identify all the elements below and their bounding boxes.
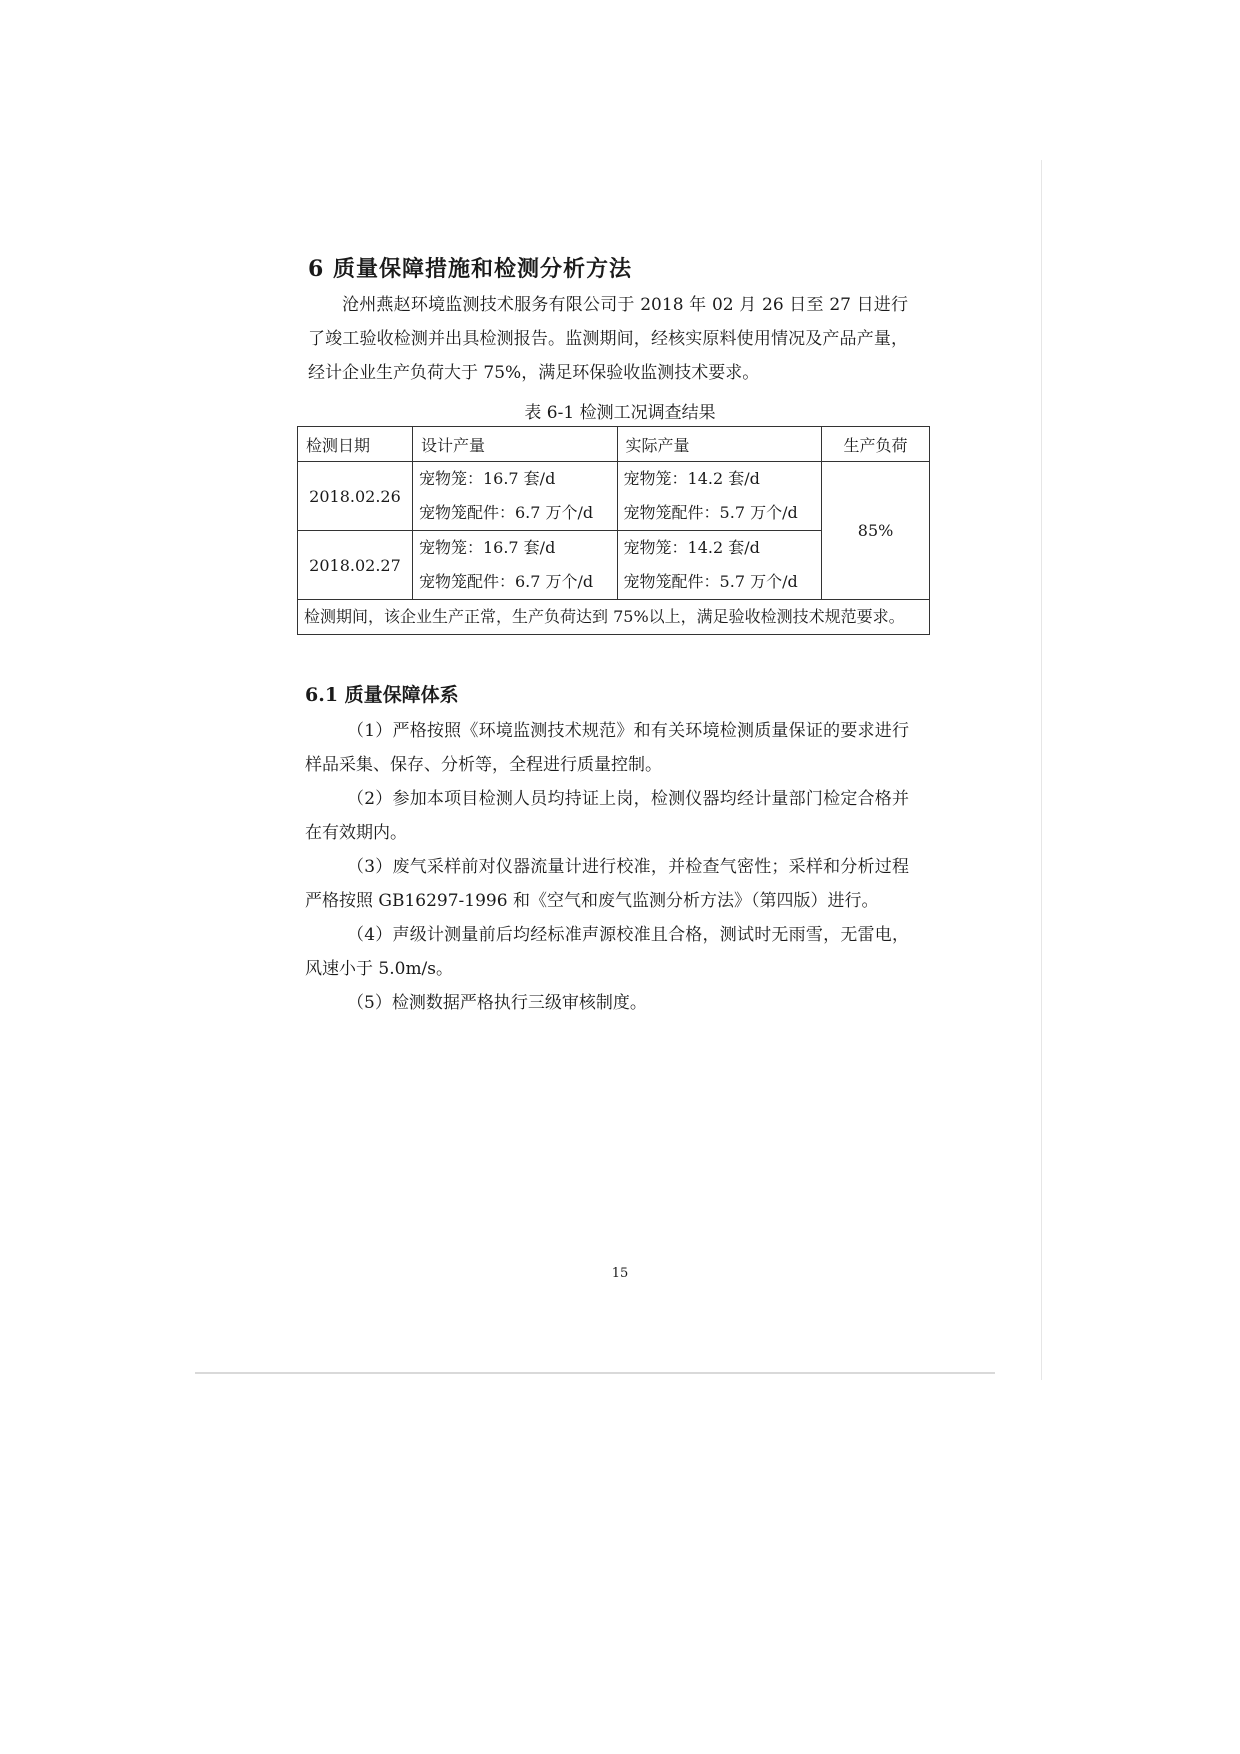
table-caption: 表 6-1 检测工况调查结果 [524, 403, 716, 423]
header-design: 设计产量 [412, 427, 617, 462]
actual-line: 宠物笼：14.2 套/d [623, 469, 760, 488]
actual-line: 宠物笼配件：5.7 万个/d [623, 503, 798, 522]
design-line: 宠物笼配件：6.7 万个/d [418, 572, 594, 591]
section-title: 6 质量保障措施和检测分析方法 [308, 256, 632, 282]
load-value: 85% [822, 462, 930, 600]
list-item: （1）严格按照《环境监测技术规范》和有关环境检测质量保证的要求进行样品采集、保存、分析等，全程进行质量控制。 [305, 721, 909, 775]
list-item: （5）检测数据严格执行三级审核制度。 [347, 993, 647, 1013]
quality-measures-list [305, 714, 909, 1020]
subsection-title: 6.1 质量保障体系 [305, 684, 459, 706]
working-condition-table [297, 426, 930, 635]
scan-edge-bottom [195, 1372, 995, 1374]
table-note: 检测期间，该企业生产正常，生产负荷达到 75%以上，满足验收检测技术规范要求。 [298, 600, 930, 635]
header-actual: 实际产量 [617, 427, 822, 462]
design-line: 宠物笼配件：6.7 万个/d [418, 503, 594, 522]
list-item: （4）声级计测量前后均经标准声源校准且合格，测试时无雨雪，无雷电，风速小于 5.0m/s。 [305, 925, 909, 979]
list-item: （3）废气采样前对仪器流量计进行校准，并检查气密性；采样和分析过程严格按照 GB16297-1996 和《空气和废气监测分析方法》（第四版）进行。 [305, 857, 909, 911]
row-design [412, 531, 617, 600]
list-item: （2）参加本项目检测人员均持证上岗，检测仪器均经计量部门检定合格并在有效期内。 [305, 789, 909, 843]
row-date: 2018.02.26 [298, 462, 413, 531]
row-actual [617, 531, 822, 600]
table-note-row [298, 600, 930, 635]
row-date: 2018.02.27 [298, 531, 413, 600]
row-actual [617, 462, 822, 531]
table-row [298, 462, 930, 531]
header-load: 生产负荷 [822, 427, 930, 462]
scan-edge-right [1041, 160, 1042, 1380]
intro-paragraph: 沧州燕赵环境监测技术服务有限公司于 2018 年 02 月 26 日至 27 日进行了竣工验收检测并出具检测报告。监测期间，经核实原料使用情况及产品产量，经计企业生产负荷大于 75%，满足环保验收监测技术要求。 [308, 295, 908, 383]
header-date: 检测日期 [298, 427, 413, 462]
design-line: 宠物笼：16.7 套/d [418, 469, 556, 488]
page-number: 15 [611, 1266, 629, 1281]
table-header-row [298, 427, 930, 462]
design-line: 宠物笼：16.7 套/d [418, 538, 556, 557]
row-design [412, 462, 617, 531]
actual-line: 宠物笼：14.2 套/d [623, 538, 760, 557]
actual-line: 宠物笼配件：5.7 万个/d [623, 572, 798, 591]
